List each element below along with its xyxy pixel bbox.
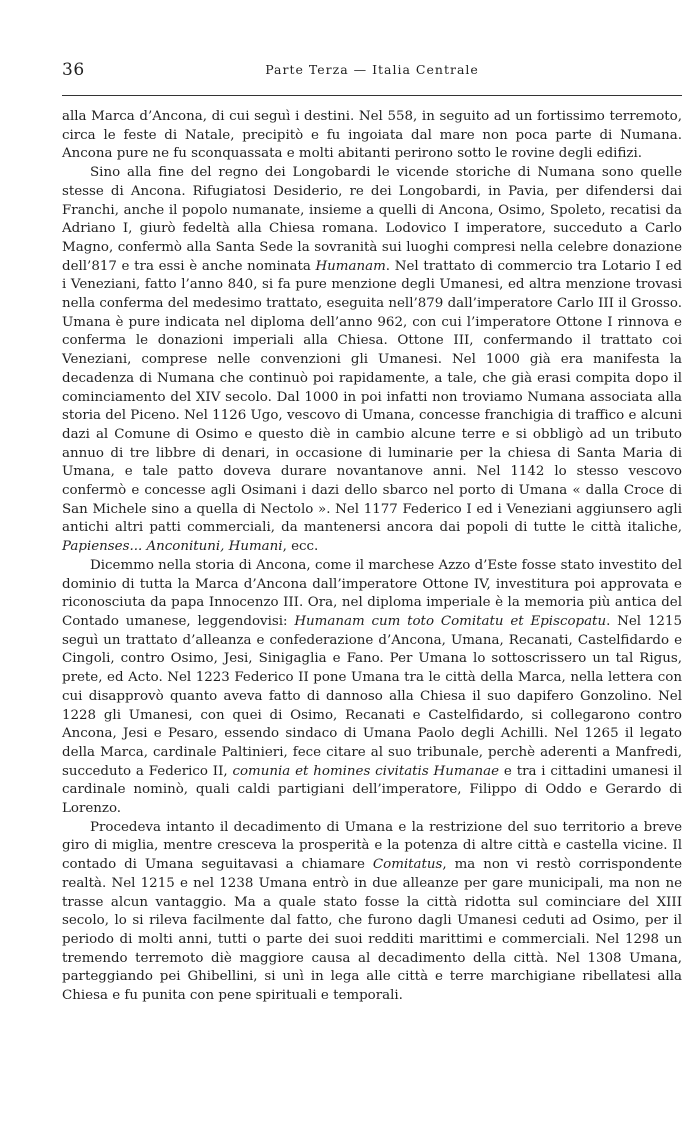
page-number: 36 bbox=[62, 60, 85, 80]
text-run: e tra i cittadini umanesi il cardinale nominò, quali caldi partigiani dell’imperatore, Filippo di Oddo e Gerardo di Lorenzo. bbox=[62, 763, 682, 817]
paragraph bbox=[62, 819, 682, 1006]
text-run: , ma non vi restò corrispondente realtà. Nel 1215 e nel 1238 Umana entrò in due alleanze per gare municipali, ma non ne trasse alcun vantaggio. Ma a quale stato fosse la città ridotta sul cominciare del XIII secolo, lo si rileva facilmente dal fatto, che furono dagli Umanesi ceduti ad Osimo, per il periodo di molti anni, tutti o parte dei suoi redditi marittimi e commerciali. Nel 1298 un tremendo terremoto diè maggiore causa al decadimento della città. Nel 1308 Umana, parteggiando pei Ghibellini, si unì in lega alle città e terre marchigiane ribellatesi alla Chiesa e fu punita con pene spirituali e temporali. bbox=[62, 857, 682, 1004]
body-text bbox=[62, 108, 682, 1006]
header-rule bbox=[62, 95, 682, 96]
italic-run: Papienses... Anconituni, Humani bbox=[62, 539, 283, 555]
text-run: alla Marca d’Ancona, di cui seguì i destini. Nel 558, in seguito ad un fortissimo terremoto, circa le feste di Natale, precipitò e fu ingoiata dal mare non poca parte di Numana. Ancona pure ne fu sconquassata e molti abitanti perirono sotto le rovine degli edifizi. bbox=[62, 109, 682, 162]
text-run: Sino alla fine del regno dei Longobardi le vicende storiche di Numana sono quelle stesse di Ancona. Rifugiatosi Desiderio, re dei Longobardi, in Pavia, per difendersi dai Franchi, anche il popolo numanate, insieme a quelli di Ancona, Osimo, Spoleto, recatisi da Adriano I, giurò fedeltà alla Chiesa romana. Lodovico I imperatore, succeduto a Carlo Magno, confermò alla Santa Sede la sovranità sui luoghi compresi nella celebre donazione dell’817 e tra essi è anche nominata bbox=[62, 165, 682, 274]
text-run: Procedeva intanto il decadimento di Umana e la restrizione del suo territorio a breve giro di miglia, mentre cresceva la prosperità e la potenza di altre città e castella vicine. Il contado di Umana seguitavasi a chiamare bbox=[62, 819, 682, 873]
page-header bbox=[62, 60, 682, 88]
text-run: , ecc. bbox=[282, 539, 319, 555]
text-run: Dicemmo nella storia di Ancona, come il marchese Azzo d’Este fosse stato investito del dominio di tutta la Marca d’Ancona dall’imperatore Ottone IV, investitura poi approvata e riconosciuta da papa Innocenzo III. Ora, nel diploma imperiale è la memoria più antica del Contado umanese, leggendovisi: bbox=[62, 557, 682, 629]
italic-run: Comitatus bbox=[372, 857, 443, 873]
running-title: Parte Terza — Italia Centrale bbox=[265, 62, 479, 77]
italic-run: comunia et homines civitatis Humanae bbox=[232, 763, 500, 779]
paragraph bbox=[62, 557, 682, 819]
paragraph bbox=[62, 164, 682, 557]
italic-run: Humanam bbox=[315, 258, 386, 274]
text-run: . Nel trattato di commercio tra Lotario I ed i Veneziani, fatto l’anno 840, si fa pure menzione degli Umanesi, ed altra menzione trovasi nella conferma del medesimo trattato, eseguita nell’879 dall’imperatore Carlo III il Grosso. Umana è pure indicata nel diploma dell’anno 962, con cui l’imperatore Ottone I rinnova e conferma le donazioni imperiali alla Chiesa. Ottone III, confermando il trattato coi Veneziani, comprese nelle convenzioni gli Umanesi. Nel 1000 già era manifesta la decadenza di Numana che continuò poi rapidamente, a tale, che già erasi compita dopo il cominciamento del XIV secolo. Dal 1000 in poi infatti non troviamo Numana associata alla storia del Piceno. Nel 1126 Ugo, vescovo di Umana, concesse franchigia di traffico e alcuni dazi al Comune di Osimo e questo diè in cambio alcune terre e si obbligò ad un tributo annuo di tre libbre di denari, in occasione di luminarie per la chiesa di Santa Maria di Umana, e tale patto doveva durare novantanove anni. Nel 1142 lo stesso vescovo confermò e concesse agli Osimani i dazi dello sbarco nel porto di Umana « dalla Croce di San Michele sino a quella di Nectolo ». Nel 1177 Federico I ed i Veneziani aggiunsero agli antichi altri patti commerciali, da mantenersi ancora dai popoli di tutte le città italiche, bbox=[62, 258, 682, 536]
italic-run: Humanam cum toto Comitatu et Episcopatu bbox=[294, 613, 607, 629]
text-run: . Nel 1215 seguì un trattato d’alleanza e confederazione d’Ancona, Umana, Recanati, Castelfidardo e Cingoli, contro Osimo, Jesi, Sinigaglia e Fano. Per Umana lo sottoscrissero un tal Rigus, prete, ed Acto. Nel 1223 Federico II pone Umana tra le città della Marca, nella lettera con cui disapprovò quanto aveva fatto di dannoso alla Chiesa il suo dapifero Gonzolino. Nel 1228 gli Umanesi, con quei di Osimo, Recanati e Castelfidardo, si collegarono contro Ancona, Jesi e Pesaro, essendo sindaco di Umana Paolo degli Achilli. Nel 1265 il legato della Marca, cardinale Paltinieri, fece citare al suo tribunale, perchè aderenti a Manfredi, succeduto a Federico II, bbox=[62, 613, 682, 779]
paragraph bbox=[62, 108, 682, 164]
